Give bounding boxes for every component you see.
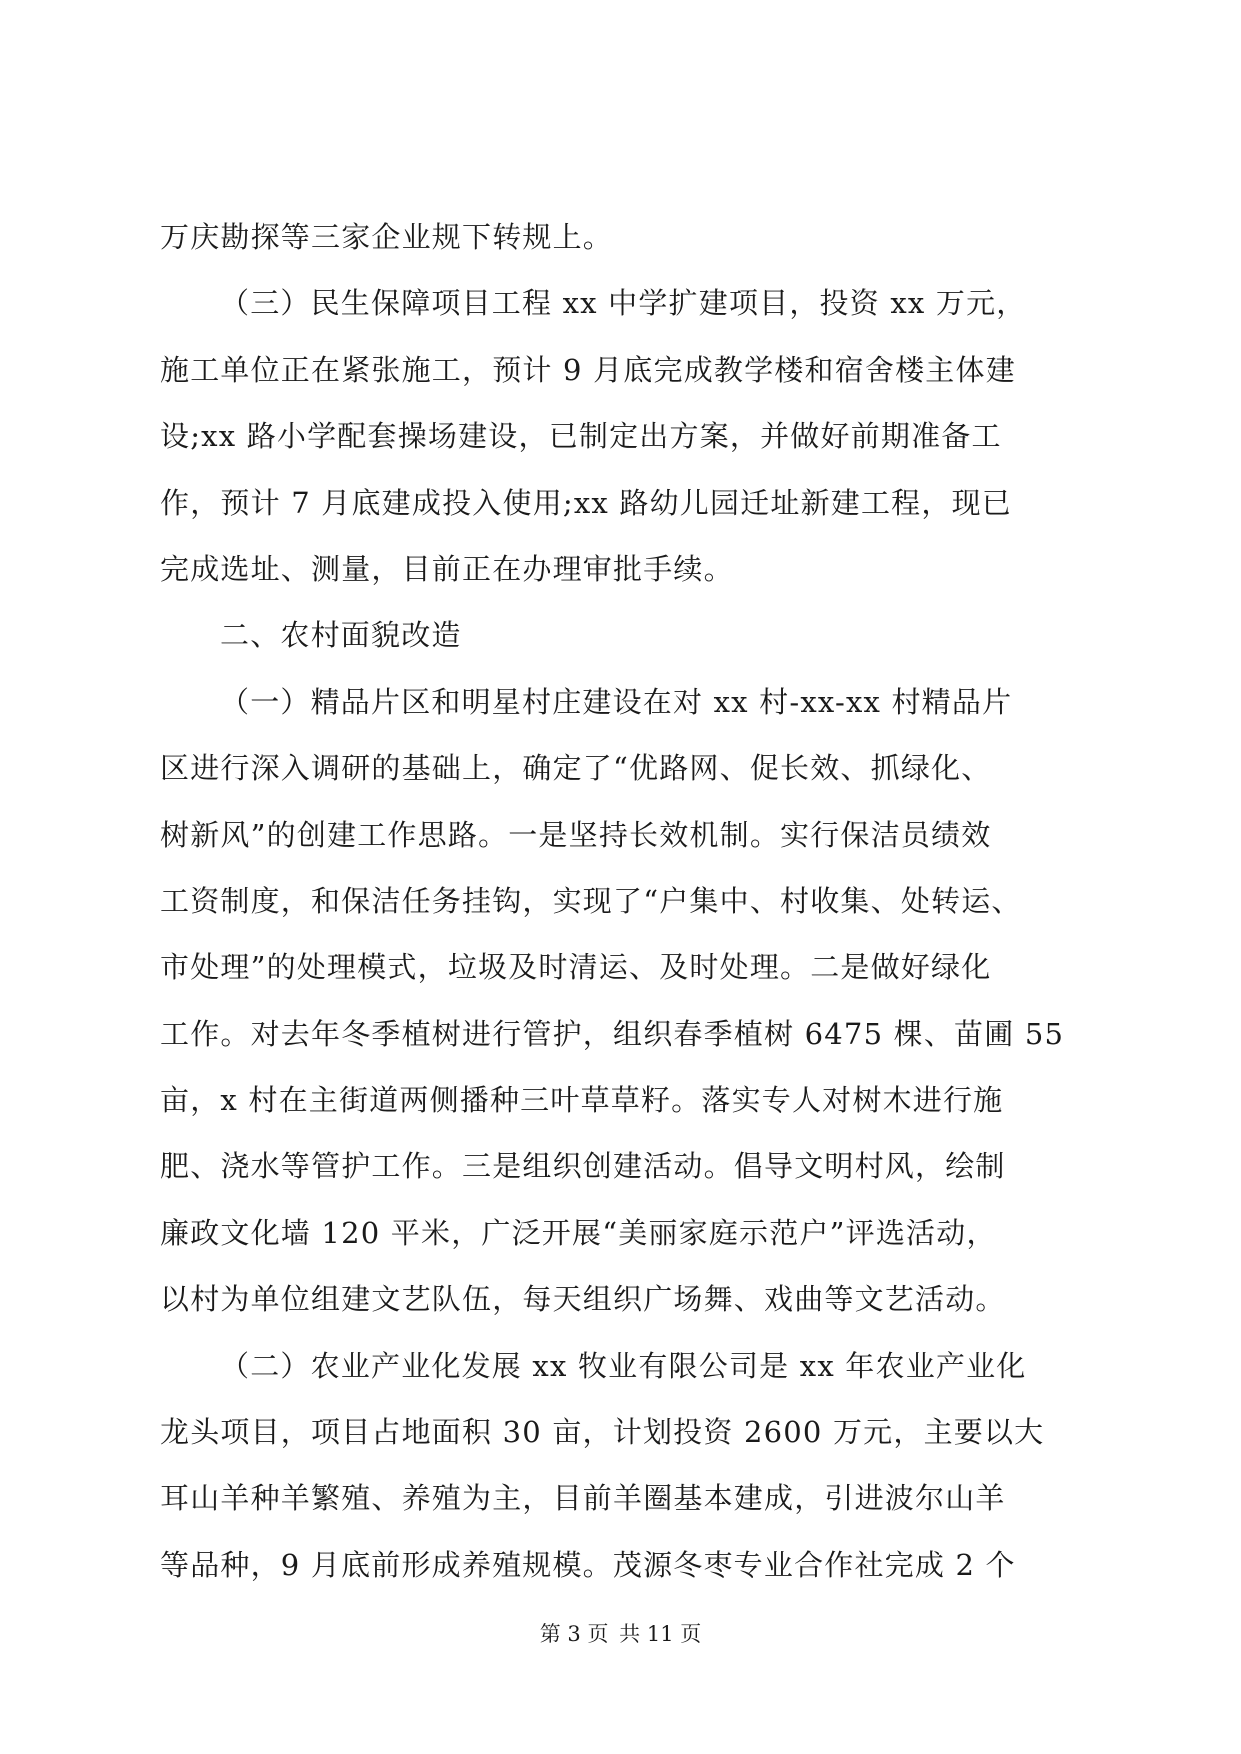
text-line: 作，预计 7 月底建成投入使用;xx 路幼儿园迁址新建工程，现已 [160,485,1012,520]
text-line: 设;xx 路小学配套操场建设，已制定出方案，并做好前期准备工 [160,419,1002,454]
text-line: 施工单位正在紧张施工，预计 9 月底完成教学楼和宿舍楼主体建 [160,352,1016,387]
text-line: 肥、浇水等管护工作。三是组织创建活动。倡导文明村风，绘制 [160,1149,1006,1184]
text-line: 工资制度，和保洁任务挂钩，实现了“户集中、村收集、处转运、 [160,883,1022,918]
text-line: 廉政文化墙 120 平米，广泛开展“美丽家庭示范户”评选活动， [160,1215,997,1250]
text-line: （一）精品片区和明星村庄建设在对 xx 村-xx-xx 村精品片 [220,684,1013,719]
page-total: 共 11 页 [619,1622,702,1646]
text-line: 工作。对去年冬季植树进行管护，组织春季植树 6475 棵、苗圃 55 [160,1016,1065,1051]
text-line: （二）农业产业化发展 xx 牧业有限公司是 xx 年农业产业化 [220,1348,1027,1383]
text-line: 市处理”的处理模式，垃圾及时清运、及时处理。二是做好绿化 [160,950,992,985]
text-line: 龙头项目，项目占地面积 30 亩，计划投资 2600 万元，主要以大 [160,1415,1045,1450]
page-footer [0,1618,1241,1648]
page-number: 第 3 页 [539,1622,609,1646]
text-line: （三）民生保障项目工程 xx 中学扩建项目，投资 xx 万元， [220,286,1027,321]
text-line: 亩，x 村在主街道两侧播种三叶草草籽。落实专人对树木进行施 [160,1083,1004,1118]
text-line: 二、农村面貌改造 [220,618,462,653]
text-line: 耳山羊种羊繁殖、养殖为主，目前羊圈基本建成，引进波尔山羊 [160,1481,1006,1516]
text-line: 以村为单位组建文艺队伍，每天组织广场舞、戏曲等文艺活动。 [160,1282,1006,1317]
text-line: 完成选址、测量，目前正在办理审批手续。 [160,551,734,586]
text-line: 树新风”的创建工作思路。一是坚持长效机制。实行保洁员绩效 [160,817,992,852]
text-line: 区进行深入调研的基础上，确定了“优路网、促长效、抓绿化、 [160,751,992,786]
text-line: 万庆勘探等三家企业规下转规上。 [160,220,614,254]
document-body [160,204,1100,1598]
text-line: 等品种，9 月底前形成养殖规模。茂源冬枣专业合作社完成 2 个 [160,1547,1016,1582]
